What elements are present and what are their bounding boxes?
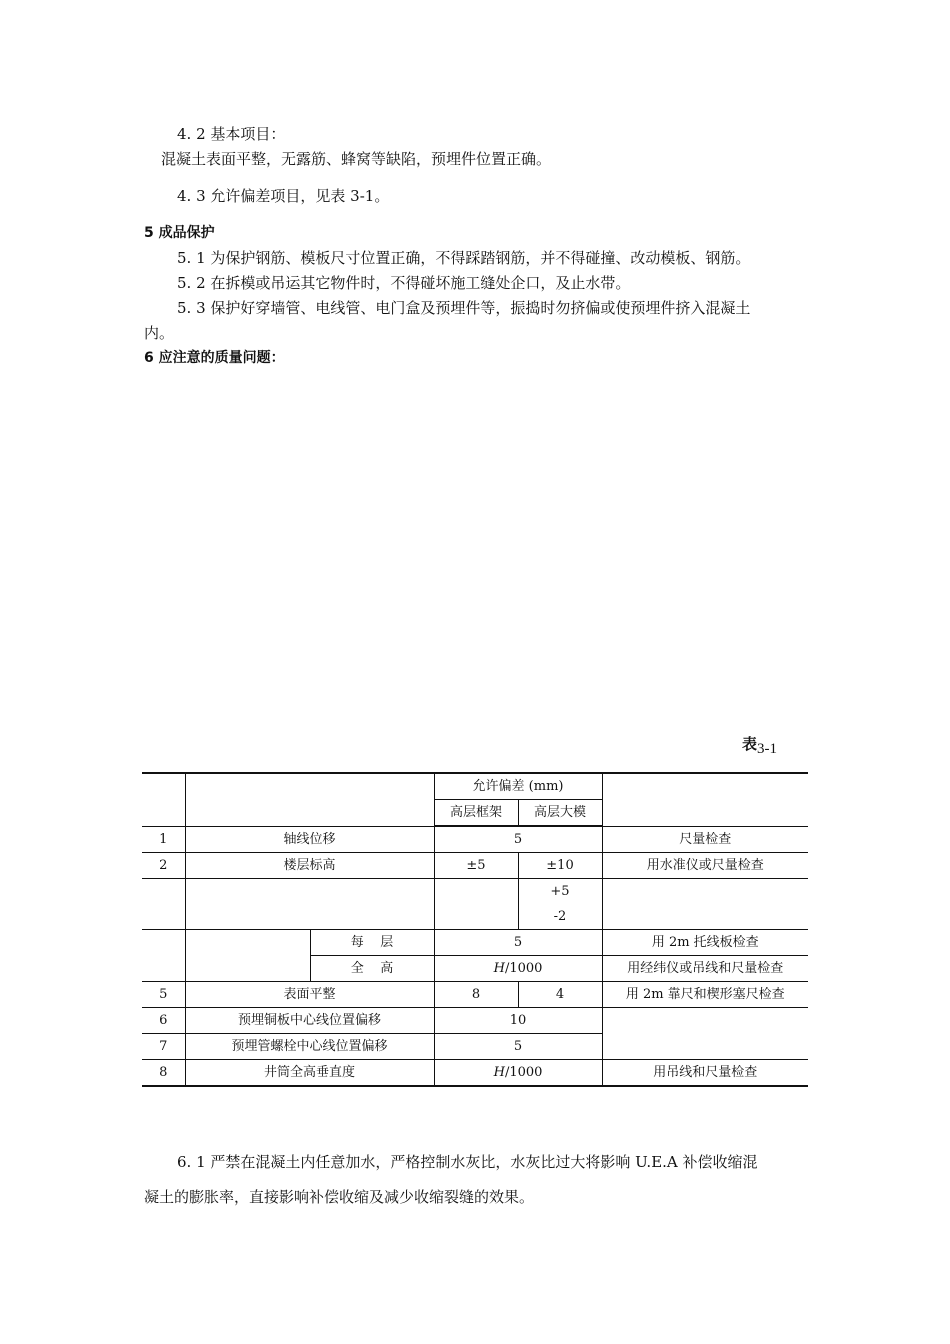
- table-row: [142, 1060, 808, 1087]
- row-value-large-form: ±10: [518, 853, 602, 879]
- header-tolerance-group: 允许偏差 (mm): [434, 773, 602, 800]
- table-row: [142, 826, 808, 853]
- row-value: [434, 956, 602, 982]
- table-row: [142, 982, 808, 1008]
- row-value-large-form: [518, 879, 602, 930]
- section-5-3-continuation: 内。: [144, 324, 175, 342]
- value-italic-h: H: [493, 961, 505, 976]
- tolerance-table: [142, 772, 808, 1087]
- table-row: [142, 1008, 808, 1034]
- section-4-2-heading: 4. 2 基本项目：: [177, 125, 286, 143]
- row-value-frame: ±5: [434, 853, 518, 879]
- row-value: 5: [434, 826, 602, 853]
- row-value: [434, 1060, 602, 1087]
- row-value-frame: [434, 879, 518, 930]
- row-item: 井筒全高垂直度: [185, 1060, 434, 1087]
- row-method: 用水准仪或尺量检查: [602, 853, 808, 879]
- header-no-cell: [142, 773, 185, 826]
- row-no: 5: [142, 982, 185, 1008]
- row-no: 7: [142, 1034, 185, 1060]
- section-4-2-body: 混凝土表面平整，无露筋、蜂窝等缺陷，预埋件位置正确。: [161, 150, 552, 168]
- value-italic-h: H: [493, 1065, 505, 1080]
- row-value-large-form: 4: [518, 982, 602, 1008]
- section-6-1-line-1: 6. 1 严禁在混凝土内任意加水，严格控制水灰比，水灰比过大将影响 U.E.A 补偿收缩混: [177, 1153, 758, 1171]
- table-caption-number: 3-1: [757, 741, 778, 757]
- table-row: [142, 853, 808, 879]
- value-minus: -2: [553, 909, 567, 924]
- row-no: 6: [142, 1008, 185, 1034]
- table-caption: [742, 733, 778, 757]
- row-method: 用经纬仪或吊线和尺量检查: [602, 956, 808, 982]
- row-item: [185, 930, 310, 982]
- row-item: 预埋铜板中心线位置偏移: [185, 1008, 434, 1034]
- header-item-cell: [185, 773, 434, 826]
- row-sub-item: 每 层: [310, 930, 434, 956]
- row-item: 表面平整: [185, 982, 434, 1008]
- section-4-3-text: 4. 3 允许偏差项目，见表 3-1。: [177, 187, 390, 205]
- row-sub-item: 全 高: [310, 956, 434, 982]
- row-method: 尺量检查: [602, 826, 808, 853]
- value-ratio: /1000: [504, 1065, 543, 1080]
- header-col-frame: 高层框架: [434, 800, 518, 827]
- row-no: [142, 930, 185, 982]
- row-no: 2: [142, 853, 185, 879]
- section-5-3-text: 5. 3 保护好穿墙管、电线管、电门盒及预埋件等，振捣时勿挤偏或使预埋件挤入混凝土: [177, 299, 751, 317]
- header-col-large-form: 高层大模: [518, 800, 602, 827]
- row-value-frame: 8: [434, 982, 518, 1008]
- row-method: [602, 879, 808, 930]
- value-ratio: /1000: [504, 961, 543, 976]
- table-row: [142, 930, 808, 956]
- row-method: 用 2m 靠尺和楔形塞尺检查: [602, 982, 808, 1008]
- row-item: 楼层标高: [185, 853, 434, 879]
- row-no: [142, 879, 185, 930]
- section-6-heading: 6 应注意的质量问题：: [144, 350, 285, 366]
- row-method: 用 2m 托线板检查: [602, 930, 808, 956]
- row-item: [185, 879, 434, 930]
- section-5-heading: 5 成品保护: [144, 225, 215, 241]
- row-value: 5: [434, 930, 602, 956]
- section-6-1-line-2: 凝土的膨胀率，直接影响补偿收缩及减少收缩裂缝的效果。: [144, 1188, 535, 1206]
- row-value: 10: [434, 1008, 602, 1034]
- section-5-1-text: 5. 1 为保护钢筋、模板尺寸位置正确，不得踩踏钢筋，并不得碰撞、改动模板、钢筋。: [177, 249, 751, 267]
- table-caption-label: 表: [742, 735, 758, 753]
- table-row: [142, 879, 808, 930]
- row-no: 1: [142, 826, 185, 853]
- row-value: 5: [434, 1034, 602, 1060]
- section-5-2-text: 5. 2 在拆模或吊运其它物件时，不得碰坏施工缝处企口，及止水带。: [177, 274, 631, 292]
- header-method-cell: [602, 773, 808, 826]
- value-plus: +5: [550, 884, 570, 899]
- row-item: 轴线位移: [185, 826, 434, 853]
- row-method: [602, 1008, 808, 1060]
- row-no: 8: [142, 1060, 185, 1087]
- row-item: 预埋管螺栓中心线位置偏移: [185, 1034, 434, 1060]
- row-method: 用吊线和尺量检查: [602, 1060, 808, 1087]
- table-header-row-1: [142, 773, 808, 800]
